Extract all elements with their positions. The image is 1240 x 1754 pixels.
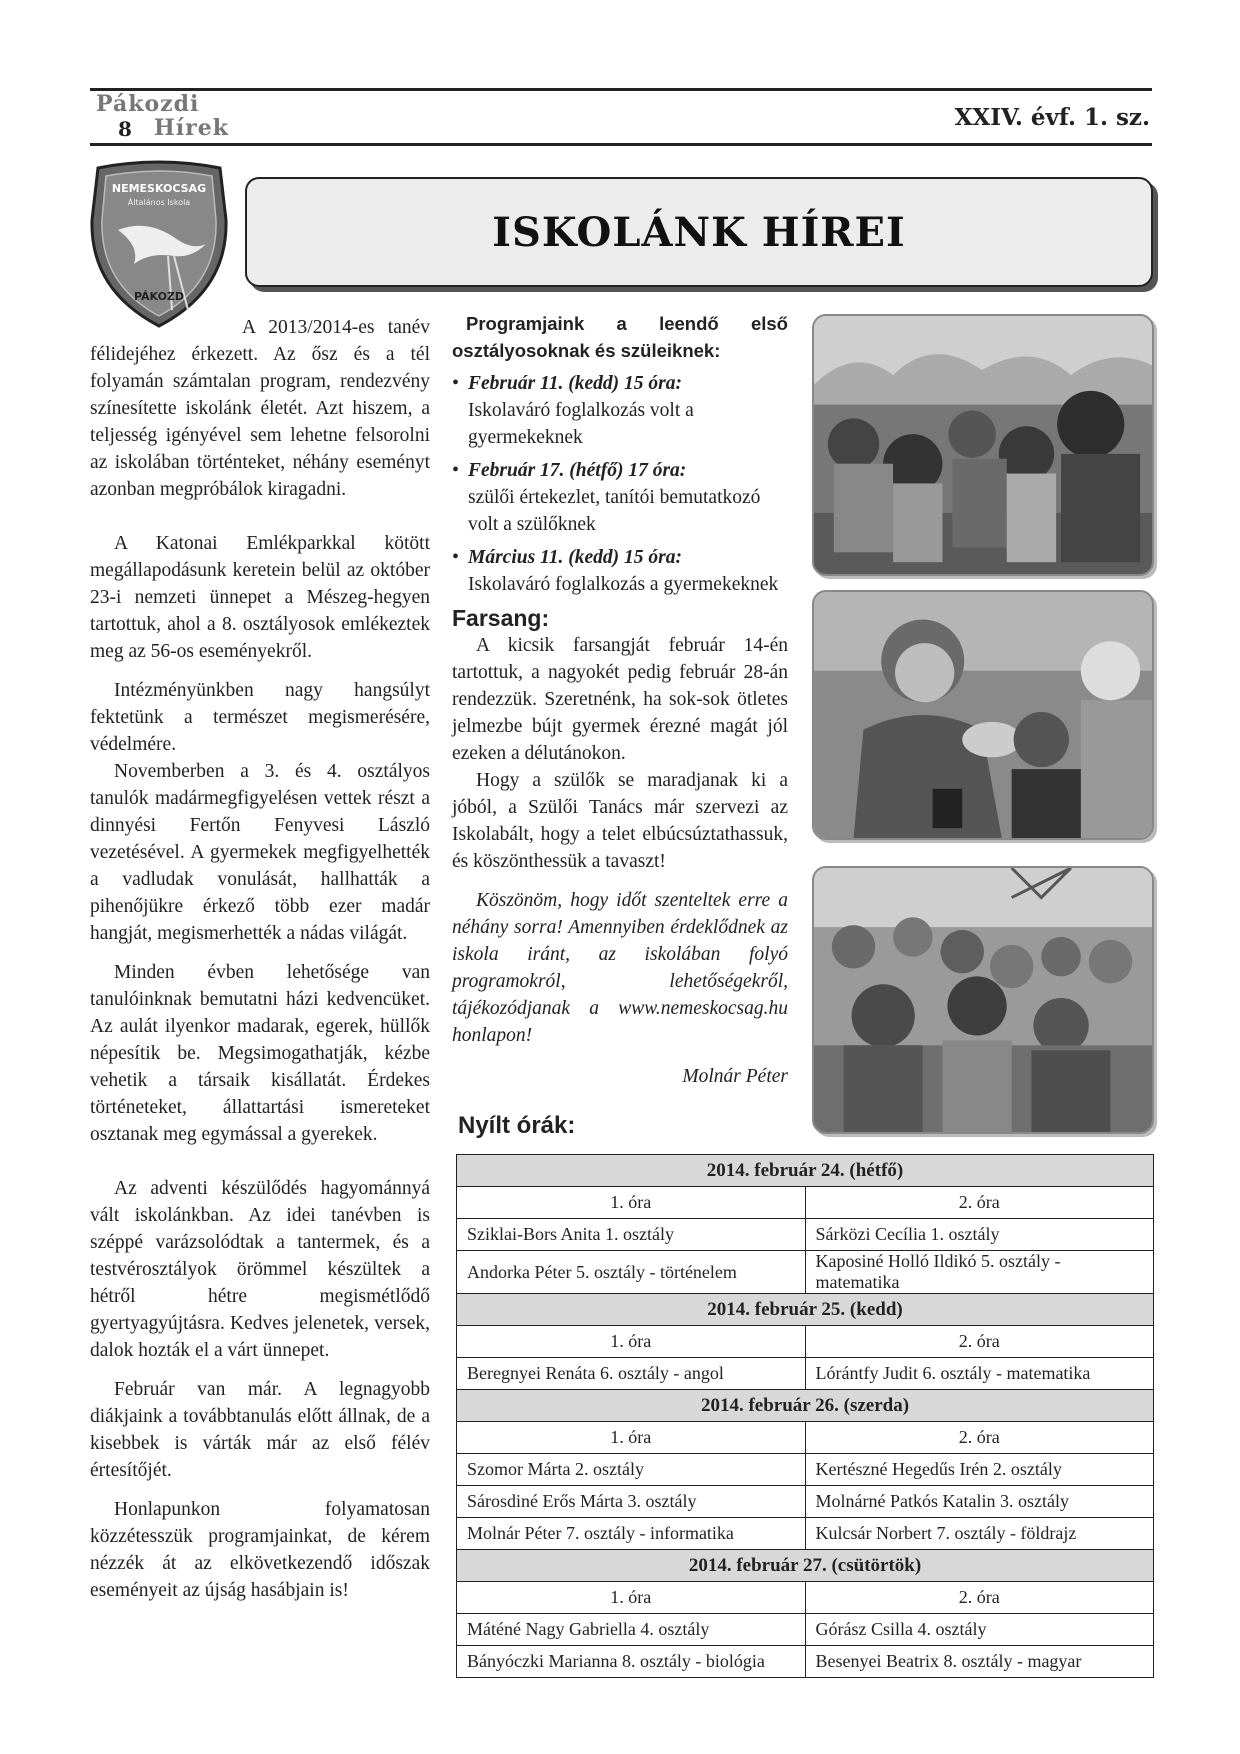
date-cell: 2014. február 26. (szerda): [457, 1390, 1154, 1422]
paragraph-februar: Február van már. A legnagyobb diákjaink a továbbtanulás előtt állnak, de a kisebbek is várták már az első félév értesítőjét.: [90, 1379, 430, 1481]
table-date-row: [457, 1155, 1154, 1187]
hour-cell: 1. óra: [457, 1422, 806, 1454]
lesson-cell: Máténé Nagy Gabriella 4. osztály: [457, 1614, 806, 1646]
lesson-cell: Lórántfy Judit 6. osztály - matematika: [805, 1358, 1154, 1390]
table-row: [457, 1646, 1154, 1678]
lesson-cell: Kulcsár Norbert 7. osztály - földrajz: [805, 1518, 1154, 1550]
date-cell: 2014. február 27. (csütörtök): [457, 1550, 1154, 1582]
table-row: [457, 1219, 1154, 1251]
bullet-icon: •: [452, 372, 460, 394]
program-desc: szülői értekezlet, tanítói bemutatkozó volt a szülőknek: [468, 487, 761, 535]
crest-bottom-text: PÁKOZD: [133, 290, 185, 303]
date-cell: 2014. február 25. (kedd): [457, 1294, 1154, 1326]
hour-cell: 2. óra: [805, 1187, 1154, 1219]
issue-number: XXIV. évf. 1. sz.: [954, 104, 1150, 131]
crest-top-text: NEMESKOCSAG: [111, 182, 207, 195]
photo-teacher-with-children: [812, 590, 1154, 840]
article-column-middle: [452, 310, 788, 1090]
paragraph-advent: Az adventi készülődés hagyománnyá vált iskolánkban. Az idei tanévben is széppé varázsolódtak a tantermek, és a testvérosztályok örömmel készültek a hétről hétre megismétlődő gyertyagyújtásra. Kedves jelenetek, versek, dalok hozták el a várt ünnepet.: [90, 1178, 430, 1361]
hour-cell: 2. óra: [805, 1422, 1154, 1454]
paragraph-madarmegfigyeles: Novemberben a 3. és 4. osztályos tanulók madármegfigyelésen vettek részt a dinnyési Fertőn Fenyvesi László vezetésével. A gyermekek megfigyelhették a vadludak vonulását, hallhatták a pihenőjükre érkező több ezer madár hangját, megismerhették a nádas világát.: [90, 761, 430, 944]
program-desc: Iskolaváró foglalkozás a gyermekeknek: [468, 574, 779, 595]
lesson-cell: Sárosdiné Erős Márta 3. osztály: [457, 1486, 806, 1518]
table-date-row: [457, 1550, 1154, 1582]
paragraph-iskolabal: Hogy a szülők se maradjanak ki a jóból, a Szülői Tanács már szervezi az Iskolabált, hogy a telet elbúcsúztathassuk, és köszönthessük a tavaszt!: [452, 770, 788, 872]
table-hour-row: [457, 1582, 1154, 1614]
article-column-left: [90, 314, 430, 1604]
section-title-box: [245, 177, 1153, 287]
photo-children-outdoors: [812, 314, 1154, 576]
lesson-cell: Andorka Péter 5. osztály - történelem: [457, 1251, 806, 1294]
hour-cell: 2. óra: [805, 1582, 1154, 1614]
lesson-cell: Molnárné Patkós Katalin 3. osztály: [805, 1486, 1154, 1518]
lesson-cell: Kertészné Hegedűs Irén 2. osztály: [805, 1454, 1154, 1486]
paragraph-intro: A 2013/2014-es tanév félidejéhez érkezett. Az ősz és a tél folyamán számtalan program, rendezvény színesítette iskolánk életét. Azt hiszem, a teljesség igényével sem lehetne felsorolni az iskolában történteket, néhány eseményt azonban megpróbálok kiragadni.: [90, 317, 430, 500]
lesson-cell: Molnár Péter 7. osztály - informatika: [457, 1518, 806, 1550]
crest-sub-text: Általános Iskola: [127, 198, 191, 207]
lesson-cell: Górász Csilla 4. osztály: [805, 1614, 1154, 1646]
paragraph-emlekpark: A Katonai Emlékparkkal kötött megállapodásunk keretein belül az október 23-i nemzeti ünnepet a Mészeg-hegyen tartottuk, ahol a 8. osztályosok emlékeztek meg az 56-os eseményekről.: [90, 533, 430, 662]
paragraph-thanks: Köszönöm, hogy időt szenteltek erre a néhány sorra! Amennyiben érdeklődnek az iskola iránt, az iskolában folyó programokról, lehetőségekről, tájékozódjanak a www.nemeskocsag.hu honlapon!: [452, 890, 788, 1046]
hour-cell: 1. óra: [457, 1582, 806, 1614]
program-item: [452, 370, 788, 451]
lesson-cell: Beregnyei Renáta 6. osztály - angol: [457, 1358, 806, 1390]
program-desc: Iskolaváró foglalkozás volt a gyermekeknek: [468, 400, 694, 448]
hour-cell: 2. óra: [805, 1326, 1154, 1358]
school-crest-logo: [88, 160, 230, 330]
program-date: Március 11. (kedd) 15 óra:: [468, 547, 682, 568]
table-row: [457, 1251, 1154, 1294]
hour-cell: 1. óra: [457, 1187, 806, 1219]
newspaper-logo: [96, 92, 229, 140]
header-rule-bottom: [90, 143, 1152, 146]
programs-heading: Programjaink a leendő első osztályosoknak és szüleiknek:: [452, 313, 788, 361]
table-row: [457, 1454, 1154, 1486]
date-cell: 2014. február 24. (hétfő): [457, 1155, 1154, 1187]
paragraph-haziallat: Minden évben lehetősége van tanulóinknak bemutatni házi kedvencüket. Az aulát ilyenkor madarak, egerek, hüllők népesítik be. Megsimogathatják, kézbe vehetik a társaik kisállatát. Érdekes történeteket, állattartási ismereteket osztanak meg egymással a gyerekek.: [90, 962, 430, 1145]
header-rule-top: [90, 88, 1152, 91]
paragraph-termeszet: Intézményünkben nagy hangsúlyt fektetünk a természet megismerésére, védelmére.: [90, 680, 430, 755]
program-item: [452, 457, 788, 538]
lesson-cell: Sárközi Cecília 1. osztály: [805, 1219, 1154, 1251]
lesson-cell: Sziklai-Bors Anita 1. osztály: [457, 1219, 806, 1251]
hour-cell: 1. óra: [457, 1326, 806, 1358]
open-lessons-heading: Nyílt órák:: [458, 1112, 576, 1139]
bullet-icon: •: [452, 459, 460, 481]
logo-line1: Pákozdi: [96, 91, 200, 117]
lesson-cell: Szomor Márta 2. osztály: [457, 1454, 806, 1486]
farsang-heading: Farsang:: [452, 605, 550, 631]
logo-line2: Hírek: [154, 115, 229, 141]
table-date-row: [457, 1294, 1154, 1326]
photo-children-audience: [812, 866, 1154, 1134]
page-number: 8: [118, 117, 132, 141]
section-title: ISKOLÁNK HÍREI: [492, 208, 906, 256]
open-lessons-table: [456, 1154, 1154, 1678]
paragraph-honlap: Honlapunkon folyamatosan közzétesszük programjainkat, de kérem nézzék át az elkövetkezendő időszak eseményeit az újság hasábjain is!: [90, 1499, 430, 1601]
program-item: [452, 544, 788, 598]
author-signature: Molnár Péter: [682, 1066, 788, 1087]
lesson-cell: Kaposiné Holló Ildikó 5. osztály - matematika: [805, 1251, 1154, 1294]
table-hour-row: [457, 1326, 1154, 1358]
table-date-row: [457, 1390, 1154, 1422]
program-date: Február 17. (hétfő) 17 óra:: [468, 460, 687, 481]
lesson-cell: Besenyei Beatrix 8. osztály - magyar: [805, 1646, 1154, 1678]
bullet-icon: •: [452, 546, 460, 568]
paragraph-farsang: A kicsik farsangját február 14-én tartottuk, a nagyokét pedig február 28-án rendezzük. Szeretnénk, ha sok-sok ötletes jelmezbe bújt gyermek érezné magát jól ezeken a délutánokon.: [452, 635, 788, 764]
table-row: [457, 1486, 1154, 1518]
table-hour-row: [457, 1187, 1154, 1219]
table-row: [457, 1614, 1154, 1646]
program-date: Február 11. (kedd) 15 óra:: [468, 373, 682, 394]
lesson-cell: Bányóczki Marianna 8. osztály - biológia: [457, 1646, 806, 1678]
table-hour-row: [457, 1422, 1154, 1454]
table-row: [457, 1518, 1154, 1550]
table-row: [457, 1358, 1154, 1390]
